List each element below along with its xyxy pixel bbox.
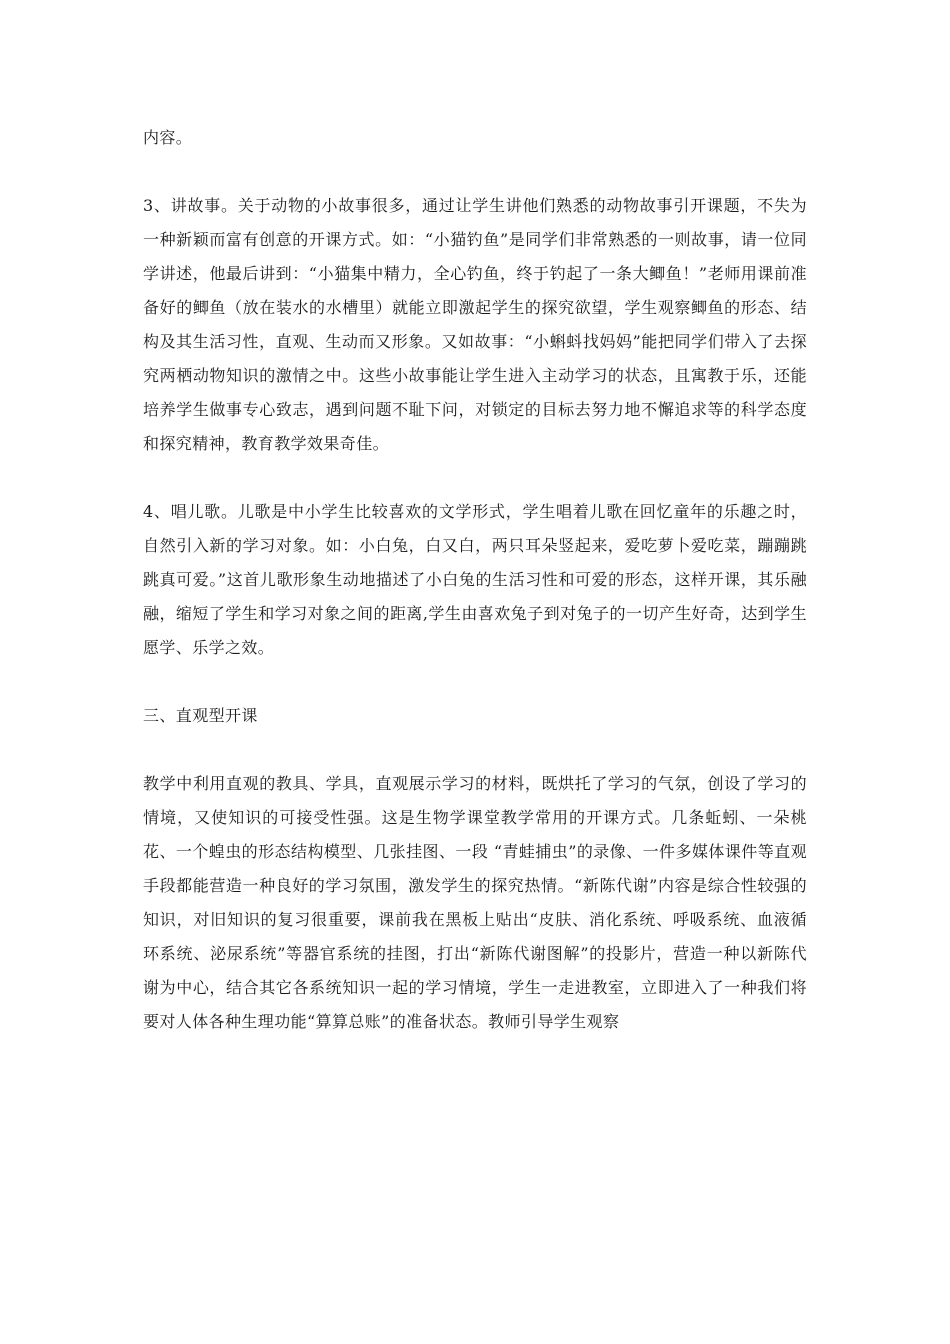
paragraph-spacer [143, 461, 807, 495]
document-body [143, 121, 807, 1039]
paragraph-nursery-rhyme: 4、唱儿歌。儿歌是中小学生比较喜欢的文学形式，学生唱着儿歌在回忆童年的乐趣之时，自然引入新的学习对象。如：小白兔，白又白，两只耳朵竖起来，爱吃萝卜爱吃菜，蹦蹦跳跳真可爱。”这首儿歌形象生动地描述了小白兔的生活习性和可爱的形态，这样开课，其乐融融，缩短了学生和学习对象之间的距离,学生由喜欢兔子到对兔子的一切产生好奇，达到学生愿学、乐学之效。 [143, 502, 807, 657]
paragraph-storytelling: 3、讲故事。关于动物的小故事很多，通过让学生讲他们熟悉的动物故事引开课题，不失为一种新颖而富有创意的开课方式。如：“小猫钓鱼”是同学们非常熟悉的一则故事，请一位同学讲述，他最后讲到：“小猫集中精力，全心钓鱼，终于钓起了一条大鲫鱼！”老师用课前准备好的鲫鱼（放在装水的水槽里）就能立即激起学生的探究欲望，学生观察鲫鱼的形态、结构及其生活习性，直观、生动而又形象。又如故事：“小蝌蚪找妈妈”能把同学们带入了去探究两栖动物知识的激情之中。这些小故事能让学生进入主动学习的状态，且寓教于乐，还能培养学生做事专心致志，遇到问题不耻下问，对锁定的目标去努力地不懈追求等的科学态度和探究精神，教育教学效果奇佳。 [143, 196, 807, 453]
paragraph-continuation: 内容。 [143, 128, 193, 147]
paragraph-visual-teaching: 教学中利用直观的教具、学具，直观展示学习的材料，既烘托了学习的气氛，创设了学习的情境，又使知识的可接受性强。这是生物学课堂教学常用的开课方式。几条蚯蚓、一朵桃花、一个蝗虫的形态结构模型、几张挂图、一段 “青蛙捕虫”的录像、一件多媒体课件等直观手段都能营造一种良好的学习氛围，激发学生的探究热情。“新陈代谢”内容是综合性较强的知识，对旧知识的复习很重要，课前我在黑板上贴出“皮肤、消化系统、呼吸系统、血液循环系统、泌尿系统”等器官系统的挂图，打出“新陈代谢图解”的投影片，营造一种以新陈代谢为中心，结合其它各系统知识一起的学习情境，学生一走进教室，立即进入了一种我们将要对人体各种生理功能“算算总账”的准备状态。教师引导学生观察 [143, 774, 807, 1031]
section-heading: 三、直观型开课 [143, 706, 258, 725]
paragraph-spacer [143, 155, 807, 189]
paragraph-spacer [143, 665, 807, 699]
paragraph-spacer [143, 733, 807, 767]
